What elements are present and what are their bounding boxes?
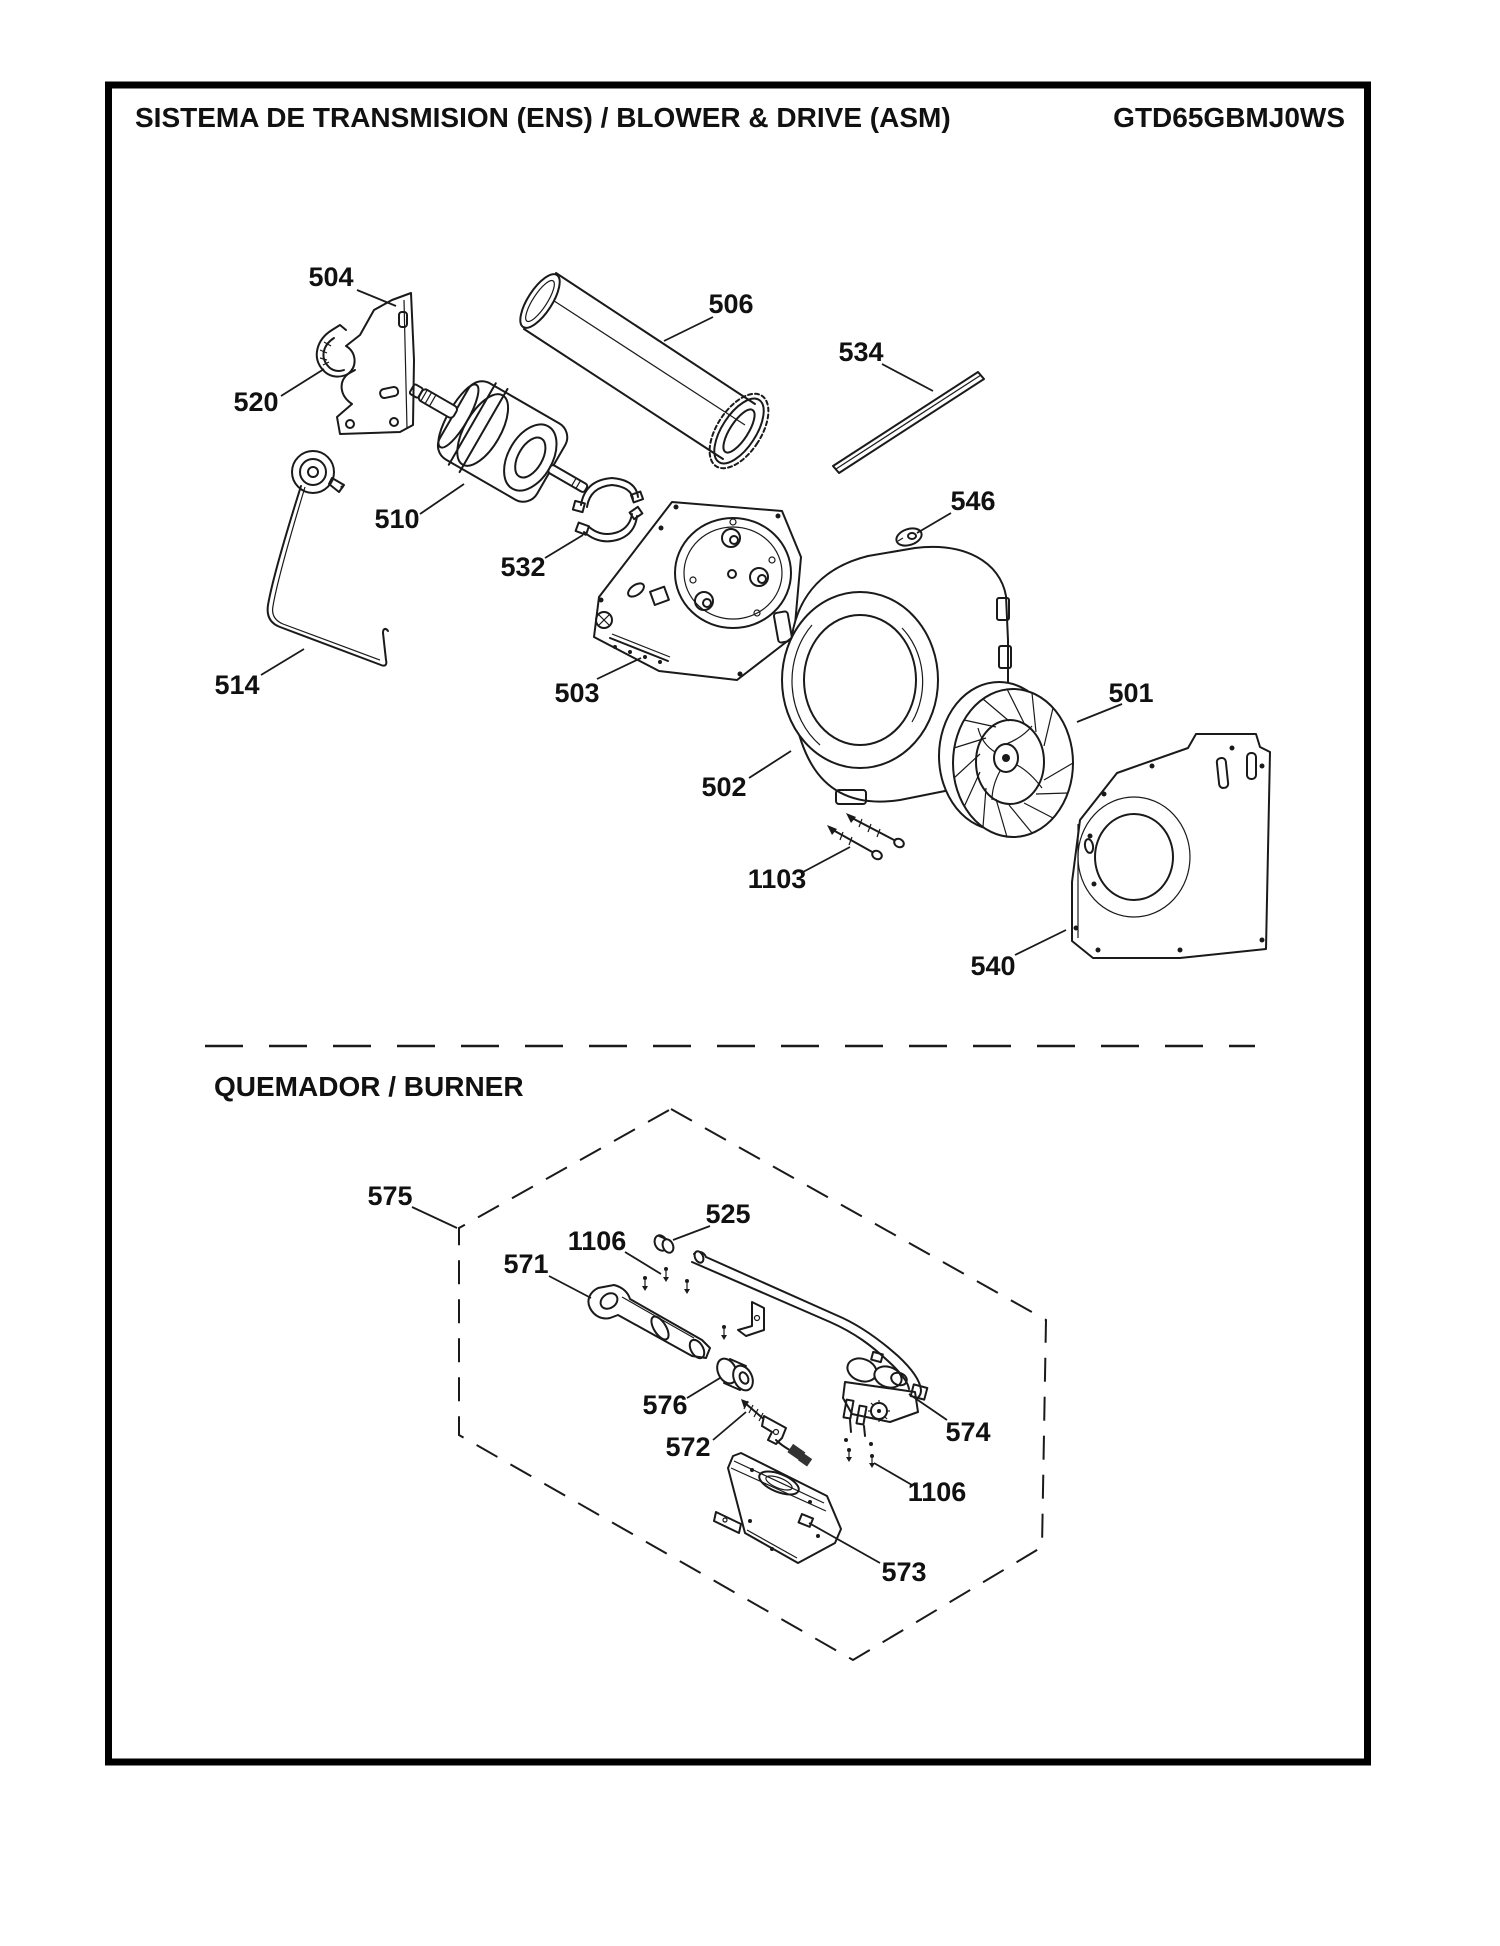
leader-line-532 <box>545 535 583 558</box>
part-label-534: 534 <box>838 337 884 367</box>
leader-line-576 <box>687 1378 720 1398</box>
part-drawing-514-idler-pulley-belt <box>268 451 388 666</box>
part-label-1106b: 1106 <box>907 1477 967 1507</box>
part-drawing-504-motor-bracket <box>337 293 414 434</box>
leader-line-1103 <box>803 847 850 872</box>
part-label-576: 576 <box>642 1390 688 1420</box>
leader-line-1106a <box>625 1252 661 1274</box>
part-drawing-572-igniter <box>741 1399 812 1467</box>
part-drawing-573-burner-bracket <box>714 1453 841 1563</box>
leader-line-546 <box>917 513 951 533</box>
part-label-575: 575 <box>367 1181 413 1211</box>
leader-line-514 <box>261 649 304 675</box>
part-label-503: 503 <box>554 678 600 708</box>
leader-line-502 <box>749 751 791 778</box>
part-labels-layer <box>214 262 1153 1587</box>
part-label-514: 514 <box>214 670 260 700</box>
leader-line-571 <box>549 1276 591 1298</box>
part-drawing-574-gas-valve-pipe <box>692 1250 927 1436</box>
leader-line-520 <box>281 369 324 396</box>
model-number: GTD65GBMJ0WS <box>1113 102 1345 133</box>
part-drawing-571-holder <box>588 1285 710 1361</box>
part-label-502: 502 <box>701 772 747 802</box>
part-label-520: 520 <box>233 387 279 417</box>
burner-section-heading: QUEMADOR / BURNER <box>214 1071 524 1102</box>
leader-line-525 <box>673 1226 710 1240</box>
part-label-572: 572 <box>665 1432 711 1462</box>
leader-line-575 <box>412 1207 457 1228</box>
part-drawing-540-blower-panel <box>1072 734 1270 958</box>
leader-line-534 <box>882 364 933 391</box>
part-drawing-1106-screws-lower <box>844 1438 875 1468</box>
part-drawing-525-orifice <box>652 1233 675 1254</box>
part-drawing-501-blower-wheel <box>939 682 1073 837</box>
leader-line-1106b <box>874 1463 912 1485</box>
part-label-501: 501 <box>1108 678 1154 708</box>
part-label-1103: 1103 <box>747 864 807 894</box>
leader-line-506 <box>664 317 713 341</box>
part-label-532: 532 <box>500 552 546 582</box>
part-label-525: 525 <box>705 1199 751 1229</box>
part-label-540: 540 <box>970 951 1016 981</box>
leader-line-504 <box>357 290 396 306</box>
part-label-546: 546 <box>950 486 996 516</box>
leader-line-540 <box>1015 930 1066 955</box>
part-label-510: 510 <box>374 504 420 534</box>
part-drawing-534-seal-strip <box>833 372 984 473</box>
part-drawing-576-bushing <box>713 1355 756 1393</box>
part-label-573: 573 <box>881 1557 927 1587</box>
leader-line-572 <box>713 1412 746 1440</box>
part-label-1106a: 1106 <box>567 1226 627 1256</box>
leader-line-503 <box>597 658 641 679</box>
diagram-title: SISTEMA DE TRANSMISION (ENS) / BLOWER & DRIVE (ASM) <box>135 102 951 133</box>
part-label-574: 574 <box>945 1417 991 1447</box>
part-drawing-510-drive-motor <box>388 347 610 531</box>
part-label-504: 504 <box>308 262 354 292</box>
leader-line-510 <box>420 484 464 514</box>
part-drawing-546-washer <box>894 525 924 548</box>
part-label-571: 571 <box>503 1249 549 1279</box>
part-label-506: 506 <box>708 289 754 319</box>
part-drawing-520-clip <box>317 325 355 377</box>
